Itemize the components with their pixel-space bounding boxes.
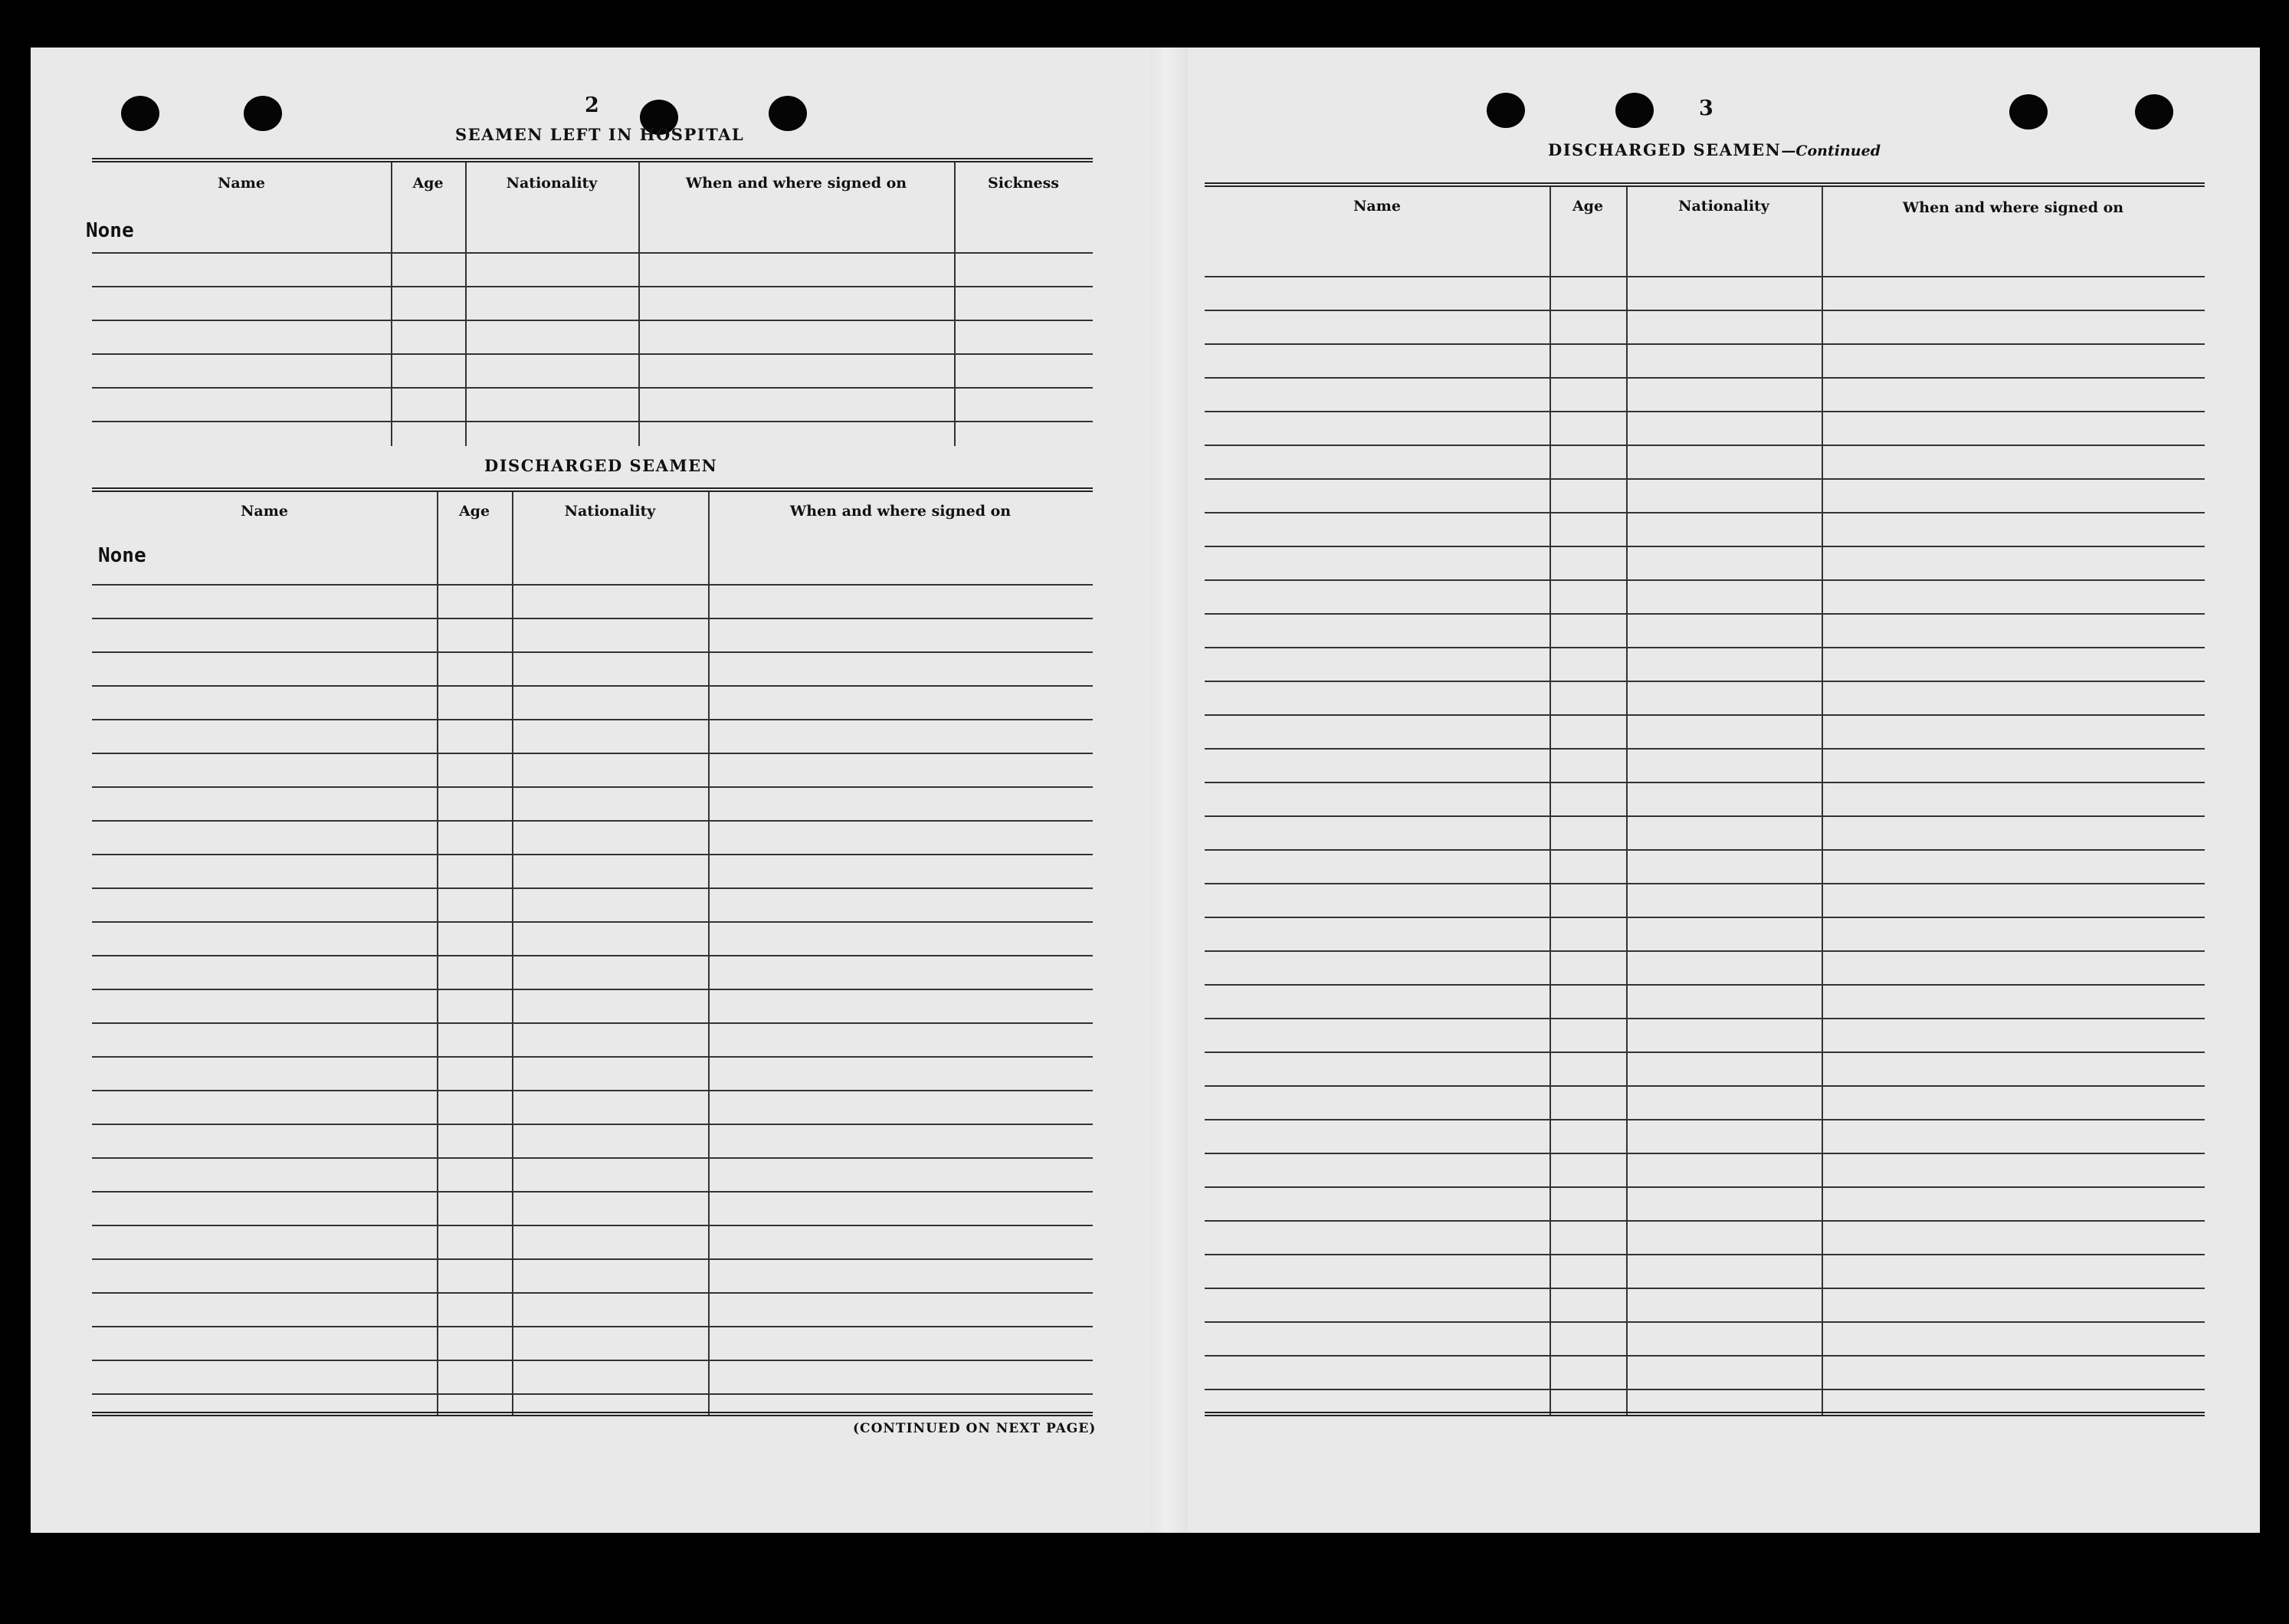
- row-rule: [1205, 883, 2205, 884]
- row-rule: [92, 1292, 1093, 1294]
- hospital-table-title: SEAMEN LEFT IN HOSPITAL: [455, 125, 745, 144]
- row-rule: [1205, 1220, 2205, 1222]
- row-rule: [92, 1393, 1093, 1395]
- row-rule: [1205, 1288, 2205, 1289]
- row-rule: [1205, 714, 2205, 716]
- column-header: Nationality: [506, 175, 598, 192]
- row-rule: [92, 921, 1093, 923]
- row-rule: [1205, 377, 2205, 379]
- row-rule: [92, 1157, 1093, 1159]
- row-rule: [1205, 917, 2205, 918]
- column-header: When and where signed on: [685, 175, 907, 192]
- row-rule: [1205, 748, 2205, 750]
- row-rule: [1205, 782, 2205, 783]
- row-rule: [92, 286, 1093, 287]
- row-rule: [92, 1326, 1093, 1327]
- column-header: Nationality: [1678, 198, 1769, 215]
- row-rule: [92, 584, 1093, 586]
- row-rule: [1205, 478, 2205, 480]
- row-rule: [92, 1258, 1093, 1260]
- row-rule: [1205, 1355, 2205, 1357]
- row-rule: [1205, 681, 2205, 682]
- row-rule: [1205, 647, 2205, 648]
- row-rule: [92, 1022, 1093, 1024]
- column-header: Name: [1353, 198, 1401, 215]
- row-rule: [92, 719, 1093, 720]
- column-header: Age: [1572, 198, 1604, 215]
- column-header: Age: [412, 175, 444, 192]
- row-rule: [92, 1360, 1093, 1361]
- row-rule: [92, 786, 1093, 788]
- row-rule: [1205, 546, 2205, 547]
- row-rule: [92, 252, 1093, 254]
- row-rule: [1205, 445, 2205, 446]
- row-rule: [1205, 1051, 2205, 1053]
- binder-hole: [2009, 94, 2048, 130]
- row-rule: [1205, 950, 2205, 952]
- page-number-right: 3: [1699, 97, 1713, 120]
- discharged-table: [92, 487, 1093, 1416]
- discharged-continued-title: [1548, 140, 1881, 159]
- typed-entry: None: [86, 219, 134, 242]
- row-rule: [1205, 579, 2205, 581]
- row-rule: [92, 685, 1093, 687]
- row-rule: [1205, 613, 2205, 615]
- page-number-left: 2: [585, 94, 599, 117]
- column-header: Age: [458, 503, 490, 520]
- row-rule: [92, 1225, 1093, 1226]
- typed-entry: None: [98, 544, 146, 567]
- discharged-table-title: DISCHARGED SEAMEN: [484, 456, 718, 475]
- row-rule: [92, 1056, 1093, 1058]
- hospital-table: [86, 158, 1093, 446]
- row-rule: [92, 820, 1093, 822]
- binder-hole: [769, 96, 807, 131]
- row-rule: [1205, 984, 2205, 986]
- row-rule: [92, 955, 1093, 956]
- binder-hole: [1487, 93, 1525, 128]
- row-rule: [92, 651, 1093, 653]
- row-rule: [92, 753, 1093, 754]
- binder-hole: [1615, 93, 1654, 128]
- column-header: Sickness: [988, 175, 1059, 192]
- row-rule: [1205, 343, 2205, 345]
- title-continued: —Continued: [1781, 143, 1881, 159]
- row-rule: [92, 1191, 1093, 1193]
- row-rule: [92, 320, 1093, 321]
- row-rule: [1205, 1153, 2205, 1154]
- page-gutter: [1151, 48, 1188, 1533]
- row-rule: [92, 854, 1093, 855]
- row-rule: [92, 887, 1093, 889]
- binder-hole: [2135, 94, 2173, 130]
- discharged-continued-table: [1205, 182, 2205, 1416]
- document-sheet: [31, 48, 2260, 1533]
- column-header: Nationality: [564, 503, 656, 520]
- binder-hole: [121, 96, 159, 131]
- row-rule: [92, 618, 1093, 619]
- binder-hole: [244, 96, 282, 131]
- column-header: Name: [241, 503, 288, 520]
- row-rule: [1205, 1119, 2205, 1120]
- row-rule: [1205, 849, 2205, 851]
- row-rule: [92, 353, 1093, 355]
- row-rule: [1205, 1254, 2205, 1255]
- row-rule: [1205, 1389, 2205, 1390]
- row-rule: [1205, 1018, 2205, 1019]
- row-rule: [1205, 512, 2205, 513]
- row-rule: [92, 1090, 1093, 1091]
- row-rule: [92, 421, 1093, 422]
- row-rule: [92, 989, 1093, 990]
- row-rule: [1205, 411, 2205, 412]
- row-rule: [1205, 1186, 2205, 1188]
- row-rule: [92, 387, 1093, 389]
- continued-note: (CONTINUED ON NEXT PAGE): [853, 1421, 1097, 1436]
- column-header: Name: [218, 175, 265, 192]
- title-main: DISCHARGED SEAMEN: [1548, 140, 1782, 159]
- row-rule: [1205, 1321, 2205, 1323]
- row-rule: [1205, 276, 2205, 277]
- row-rule: [1205, 815, 2205, 817]
- row-rule: [92, 1124, 1093, 1125]
- row-rule: [1205, 310, 2205, 311]
- column-header: When and where signed on: [789, 503, 1012, 520]
- column-header: When and where signed on: [1902, 199, 2124, 216]
- row-rule: [1205, 1085, 2205, 1087]
